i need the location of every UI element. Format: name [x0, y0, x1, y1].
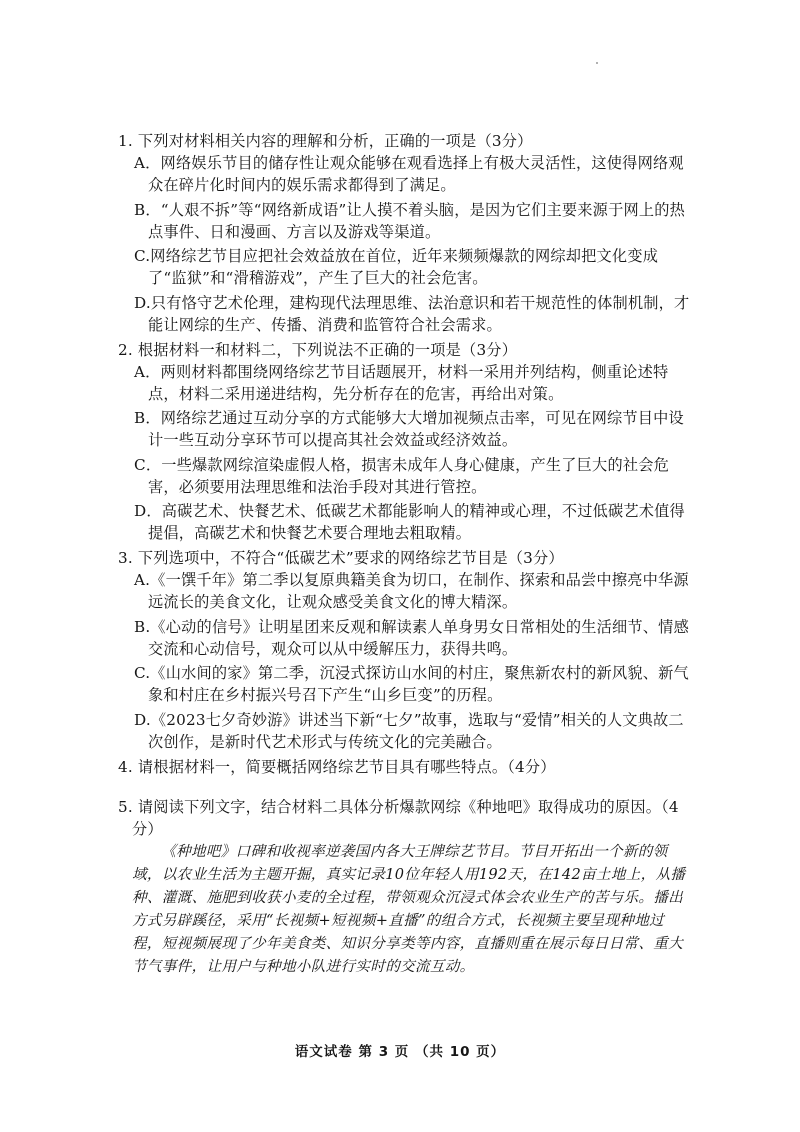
- page-footer: 语文试卷 第 3 页 （共 10 页）: [294, 1044, 506, 1060]
- option-c: C.网络综艺节目应把社会效益放在首位，近年来频频爆款的网综却把文化变成了“监狱”和“滑稽游戏”，产生了巨大的社会危害。: [134, 247, 659, 287]
- question-5: [118, 796, 690, 978]
- option-d: D.《2023七夕奇妙游》讲述当下新“七夕”故事，选取与“爱情”相关的人文典故二次创作，是新时代艺术形式与传统文化的完美融合。: [134, 710, 684, 751]
- option-a: A．两则材料都围绕网络综艺节目话题展开，材料一采用并列结构，侧重论述特点，材料二采用递进结构，先分析存在的危害，再给出对策。: [134, 362, 669, 403]
- option-a: A.《一馔千年》第二季以复原典籍美食为切口，在制作、探索和品尝中擦亮中华源远流长的美食文化，让观众感受美食文化的博大精深。: [134, 571, 689, 611]
- question-stem: 5. 请阅读下列文字，结合材料二具体分析爆款网综《种地吧》取得成功的原因。（4分）: [118, 797, 679, 838]
- option-b: B．“人艰不拆”等“网络新成语”让人摸不着头脑，是因为它们主要来源于网上的热点事件、日和漫画、方言以及游戏等渠道。: [134, 200, 686, 241]
- question-stem: 1. 下列对材料相关内容的理解和分析，正确的一项是（3分）: [118, 132, 533, 150]
- question-section: [118, 130, 690, 981]
- question-4: [118, 756, 690, 778]
- option-b: B.《心动的信号》让明星团来反观和解读素人单身男女日常相处的生活细节、情感交流和心动信号，观众可以从中缓解压力，获得共鸣。: [134, 617, 689, 658]
- question-stem: 3. 下列选项中，不符合“低碳艺术”要求的网络综艺节目是（3分）: [118, 549, 564, 567]
- option-a: A．网络娱乐节目的储存性让观众能够在观看选择上有极大灵活性，这使得网络观众在碎片化时间内的娱乐需求都得到了满足。: [134, 154, 684, 194]
- option-d: D．高碳艺术、快餐艺术、低碳艺术都能影响人的精神或心理，不过低碳艺术值得提倡，高碳艺术和快餐艺术要合理地去粗取精。: [134, 502, 685, 542]
- question-2: [118, 339, 690, 545]
- question-stem: 4. 请根据材料一，简要概括网络综艺节目具有哪些特点。（4分）: [118, 757, 556, 776]
- option-c: C.《山水间的家》第二季，沉浸式探访山水间的村庄，聚焦新农村的新风貌、新气象和村庄在乡村振兴号召下产生“山乡巨变”的历程。: [134, 664, 689, 704]
- option-d: D.只有恪守艺术伦理，建构现代法理思维、法治意识和若干规范性的体制机制，才能让网综的生产、传播、消费和监管符合社会需求。: [134, 293, 690, 334]
- option-c: C．一些爆款网综渲染虚假人格，损害未成年人身心健康，产生了巨大的社会危害，必须要用法理思维和法治手段对其进行管控。: [134, 455, 669, 496]
- option-b: B．网络综艺通过互动分享的方式能够大大增加视频点击率，可见在网综节目中设计一些互动分享环节可以提高其社会效益或经济效益。: [134, 409, 684, 449]
- question-stem: 2. 根据材料一和材料二，下列说法不正确的一项是（3分）: [118, 340, 518, 359]
- question-1: [118, 130, 690, 336]
- reading-passage: 《种地吧》口碑和收视率逆袭国内各大王牌综艺节目。节目开拓出一个新的领域，以农业生活为主题开掘，真实记录10位年轻人用192天，在142亩土地上，从播种、灌溉、施肥到收获小麦的全过程，带领观众沉浸式体会农业生产的苦与乐。播出方式另辟蹊径，采用“长视频+短视频+直播”的组合方式，长视频主要呈现种地过程，短视频展现了少年美食类、知识分享类等内容，直播则重在展示每日日常、重大节气事件，让用户与种地小队进行实时的交流互动。: [132, 842, 686, 975]
- scan-speck: [596, 62, 598, 64]
- question-3: [118, 547, 690, 753]
